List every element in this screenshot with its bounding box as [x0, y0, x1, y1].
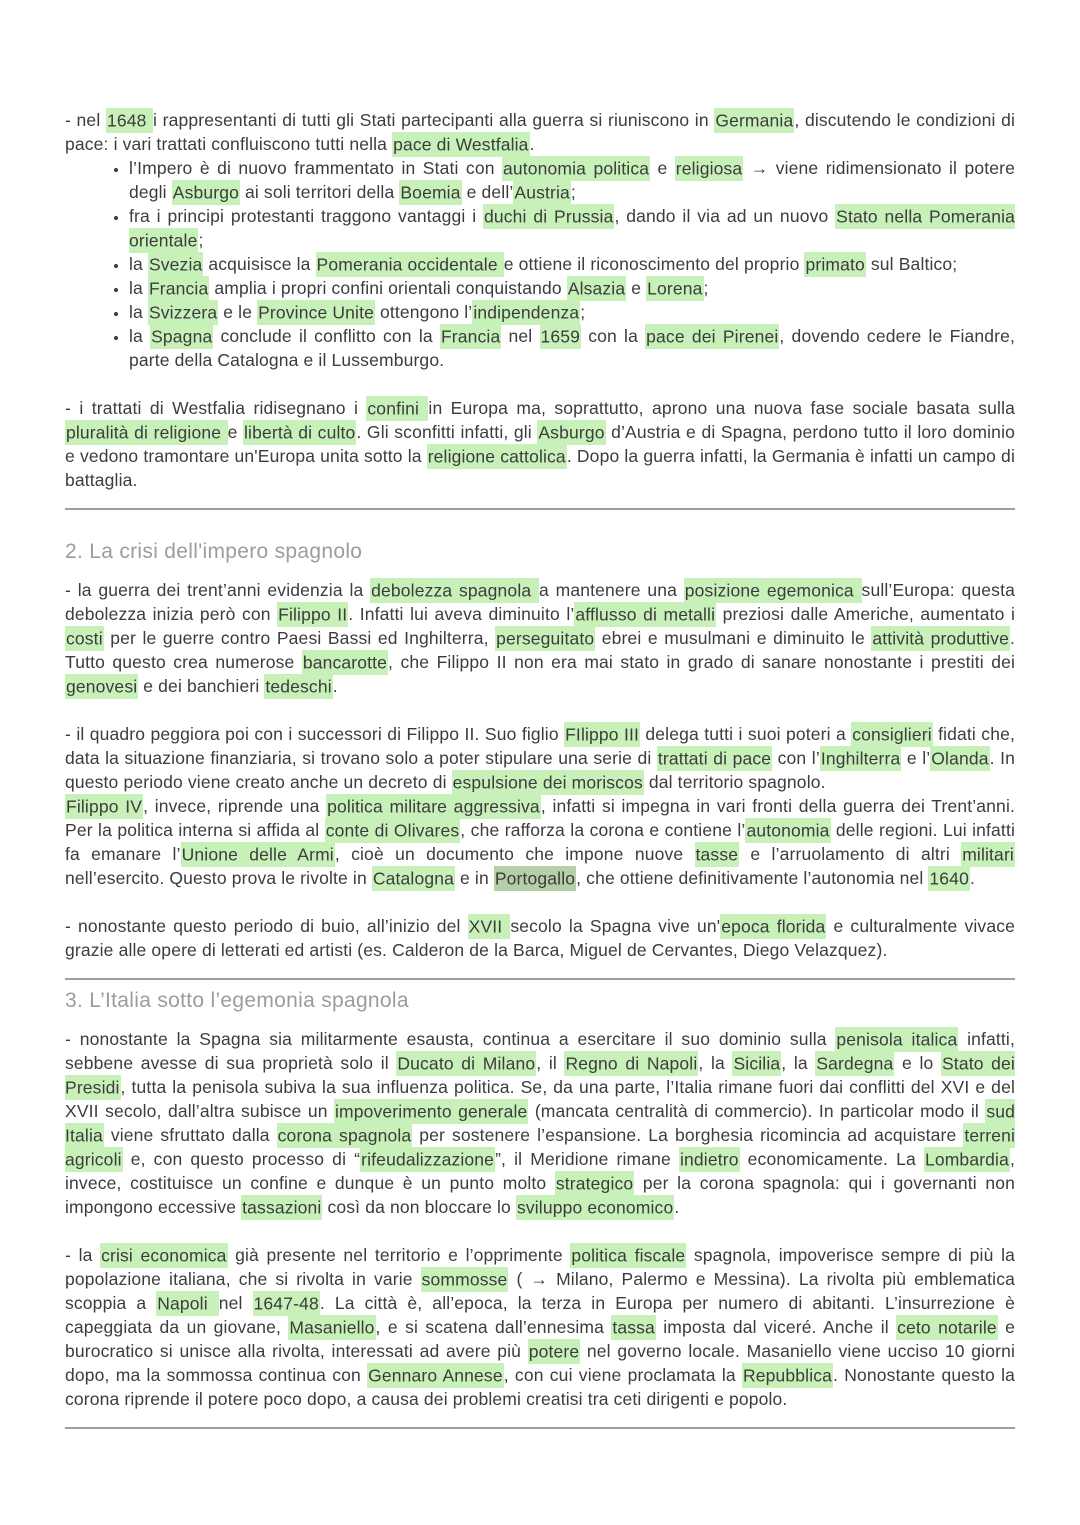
highlight: pace dei Pirenei [645, 324, 779, 349]
highlight: sud Italia [65, 1099, 1015, 1148]
highlight: pace di Westfalia [392, 132, 530, 157]
highlight: epoca florida [720, 914, 826, 939]
section-heading: 3. L’Italia sotto l’egemonia spagnola [65, 989, 409, 1012]
highlight: FIlippo III [564, 722, 640, 747]
highlight: trattati di pace [657, 746, 772, 771]
highlight: corona spagnola [277, 1123, 413, 1148]
bullet-item: • la Francia amplia i propri confini orientali conquistando Alsazia e Lorena; [129, 276, 1015, 300]
highlight: Sardegna [815, 1051, 894, 1076]
highlight: autonomia [745, 818, 830, 843]
document-content [65, 108, 1015, 1429]
highlight: Austria [513, 180, 571, 205]
highlight: Francia [148, 276, 209, 301]
paragraph: Filippo IV, invece, riprende una politica militare aggressiva, infatti si impegna in vari fronti della guerra dei Trent’anni. Per la politica interna si affida al conte di Olivares, che rafforza la corona e contiene l’autonomia delle regioni. Lui infatti fa emanare l’Unione delle Armi, cioè un documento che impone nuove tasse e l’arruolamento di altri militari nell’esercito. Questo prova le rivolte in Catalogna e in Portogallo, che ottiene definitivamente l’autonomia nel 1640. [65, 794, 1015, 890]
highlight: Portogallo [494, 866, 576, 891]
highlight: consiglieri [851, 722, 932, 747]
highlight: Stato nella Pomerania orientale [129, 204, 1015, 253]
highlight: Stato dei Presidi [65, 1051, 1015, 1100]
highlight: strategico [555, 1171, 634, 1196]
highlight: Germania [714, 108, 794, 133]
highlight: afflusso di metalli [574, 602, 716, 627]
highlight: Francia [440, 324, 501, 349]
highlight: sommosse [421, 1267, 509, 1292]
highlight: libertà di culto [243, 420, 356, 445]
highlight: Asburgo [537, 420, 605, 445]
bullet-item: • la Svezia acquisisce la Pomerania occidentale e ottiene il riconoscimento del proprio primato sul Baltico; [129, 252, 1015, 276]
paragraph: - il quadro peggiora poi con i successori di Filippo II. Suo figlio FIlippo III delega tutti i suoi poteri a consiglieri fidati che, data la situazione finanziaria, si trovano solo a poter stipulare una serie di trattati di pace con l’Inghilterra e l’Olanda. In questo periodo viene creato anche un decreto di espulsione dei moriscos dal territorio spagnolo. [65, 722, 1015, 794]
highlight: Filippo IV [65, 794, 143, 819]
highlight: politica fiscale [570, 1243, 686, 1268]
highlight: indipendenza [472, 300, 580, 325]
highlight: Lombardia [924, 1147, 1010, 1172]
highlight: debolezza spagnola [370, 578, 539, 603]
highlight: primato [804, 252, 865, 277]
bullet-item: • l’Impero è di nuovo frammentato in Stati con autonomia politica e religiosa → viene ridimensionato il potere degli Asburgo ai soli territori della Boemia e dell’Austria; [129, 156, 1015, 204]
highlight: Gennaro Annese [367, 1363, 504, 1388]
divider [65, 978, 1015, 980]
highlight: 1659 [540, 324, 582, 349]
highlight: Napoli [156, 1291, 219, 1316]
highlight: Filippo II [277, 602, 348, 627]
paragraph: - i trattati di Westfalia ridisegnano i confini in Europa ma, soprattutto, aprono una nuova fase sociale basata sulla pluralità di religione e libertà di culto. Gli sconfitti infatti, gli Asburgo d’Austria e di Spagna, perdono tutto il loro dominio e vedono tramontare un'Europa unita sotto la religione cattolica. Dopo la guerra infatti, la Germania è infatti un campo di battaglia. [65, 396, 1015, 492]
highlight: costi [65, 626, 104, 651]
highlight: Alsazia [567, 276, 626, 301]
bullet-item: • fra i principi protestanti traggono vantaggi i duchi di Prussia, dando il via ad un nuovo Stato nella Pomerania orientale; [129, 204, 1015, 252]
highlight: tedeschi [264, 674, 332, 699]
highlight: Lorena [646, 276, 703, 301]
highlight: impoverimento generale [334, 1099, 528, 1124]
highlight: Asburgo [172, 180, 240, 205]
highlight: espulsione dei moriscos [452, 770, 644, 795]
highlight: Svezia [148, 252, 203, 277]
highlight: sviluppo economico [516, 1195, 674, 1220]
bullet-list [65, 156, 1015, 372]
highlight: religione cattolica [427, 444, 567, 469]
highlight: religiosa [675, 156, 744, 181]
highlight: attività produttive [871, 626, 1010, 651]
paragraph: - nel 1648 i rappresentanti di tutti gli Stati partecipanti alla guerra si riuniscono in Germania, discutendo le condizioni di pace: i vari trattati confluiscono tutti nella pace di Westfalia. [65, 108, 1015, 156]
highlight: Regno di Napoli [564, 1051, 698, 1076]
highlight: genovesi [65, 674, 138, 699]
highlight: ceto notarile [896, 1315, 998, 1340]
highlight: Ducato di Milano [396, 1051, 536, 1076]
highlight: militari [961, 842, 1015, 867]
highlight: duchi di Prussia [483, 204, 614, 229]
highlight: indietro [679, 1147, 740, 1172]
highlight: Inghilterra [820, 746, 901, 771]
highlight: 1640 [928, 866, 970, 891]
divider [65, 508, 1015, 510]
highlight: Repubblica [742, 1363, 833, 1388]
highlight: potere [528, 1339, 581, 1364]
highlight: tassazioni [241, 1195, 322, 1220]
paragraph: - la crisi economica già presente nel territorio e l’opprimente politica fiscale spagnola, impoverisce sempre di più la popolazione italiana, che si rivolta in varie sommosse ( → Milano, Palermo e Messina). La rivolta più emblematica scoppia a Napoli nel 1647-48. La città è, all’epoca, la terza in Europa per numero di abitanti. L’insurrezione è capeggiata da un giovane, Masaniello, e si scatena dall’ennesima tassa imposta dal viceré. Anche il ceto notarile e burocratico si unisce alla rivolta, interessati ad avere più potere nel governo locale. Masaniello viene ucciso 10 giorni dopo, ma la sommossa continua con Gennaro Annese, con cui viene proclamata la Repubblica. Nonostante questo la corona riprende il potere poco dopo, a causa dei problemi creatisi tra ceti dirigenti e popolo. [65, 1243, 1015, 1411]
highlight: XVII [468, 914, 511, 939]
section-heading: 2. La crisi dell'impero spagnolo [65, 540, 363, 563]
highlight: Boemia [399, 180, 461, 205]
highlight: confini [366, 396, 428, 421]
highlight: Olanda [930, 746, 989, 771]
highlight: Spagna [150, 324, 213, 349]
bullet-item: • la Svizzera e le Province Unite ottengono l’indipendenza; [129, 300, 1015, 324]
highlight: terreni agricoli [65, 1123, 1015, 1172]
highlight: 1648 [106, 108, 153, 133]
highlight: 1647-48 [253, 1291, 320, 1316]
highlight: penisola italica [835, 1027, 958, 1052]
highlight: Svizzera [148, 300, 218, 325]
divider [65, 1427, 1015, 1429]
highlight: posizione egemonica [684, 578, 862, 603]
highlight: Catalogna [372, 866, 455, 891]
highlight: Pomerania occidentale [316, 252, 504, 277]
highlight: Sicilia [732, 1051, 781, 1076]
paragraph: - nonostante questo periodo di buio, all’inizio del XVII secolo la Spagna vive un'epoca florida e culturalmente vivace grazie alle opere di letterati ed artisti (es. Calderon de la Barca, Miguel de Cervantes, Diego Velazquez). [65, 914, 1015, 962]
paragraph: - la guerra dei trent’anni evidenzia la debolezza spagnola a mantenere una posizione egemonica sull’Europa: questa debolezza inizia però con Filippo II. Infatti lui aveva diminuito l’afflusso di metalli preziosi dalle Americhe, aumentato i costi per le guerre contro Paesi Bassi ed Inghilterra, perseguitato ebrei e musulmani e diminuito le attività produttive. Tutto questo crea numerose bancarotte, che Filippo II non era mai stato in grado di sanare nonostante i prestiti dei genovesi e dei banchieri tedeschi. [65, 578, 1015, 698]
highlight: rifeudalizzazione [360, 1147, 495, 1172]
highlight: politica militare aggressiva [326, 794, 541, 819]
highlight: perseguitato [495, 626, 595, 651]
bullet-item: • la Spagna conclude il conflitto con la Francia nel 1659 con la pace dei Pirenei, dovendo cedere le Fiandre, parte della Catalogna e il Lussemburgo. [129, 324, 1015, 372]
highlight: crisi economica [100, 1243, 227, 1268]
highlight: pluralità di religione [65, 420, 228, 445]
highlight: Province Unite [257, 300, 375, 325]
highlight: bancarotte [302, 650, 388, 675]
highlight: Masaniello [288, 1315, 375, 1340]
highlight: Unione delle Armi [181, 842, 335, 867]
highlight: conte di Olivares [325, 818, 461, 843]
highlight: tasse [695, 842, 740, 867]
highlight: tassa [611, 1315, 656, 1340]
paragraph: - nonostante la Spagna sia militarmente esausta, continua a esercitare il suo dominio sulla penisola italica infatti, sebbene avesse di sua proprietà solo il Ducato di Milano, il Regno di Napoli, la Sicilia, la Sardegna e lo Stato dei Presidi, tutta la penisola subiva la sua influenza politica. Se, da una parte, l’Italia rimane fuori dai conflitti del XVI e del XVII secolo, dall’altra subisce un impoverimento generale (mancata centralità di commercio). In particolar modo il sud Italia viene sfruttato dalla corona spagnola per sostenere l’espansione. La borghesia ricomincia ad acquistare terreni agricoli e, con questo processo di “rifeudalizzazione”, il Meridione rimane indietro economicamente. La Lombardia, invece, costituisce un confine e dunque è un punto molto strategico per la corona spagnola: qui i governanti non impongono eccessive tassazioni così da non bloccare lo sviluppo economico. [65, 1027, 1015, 1219]
highlight: autonomia politica [502, 156, 650, 181]
